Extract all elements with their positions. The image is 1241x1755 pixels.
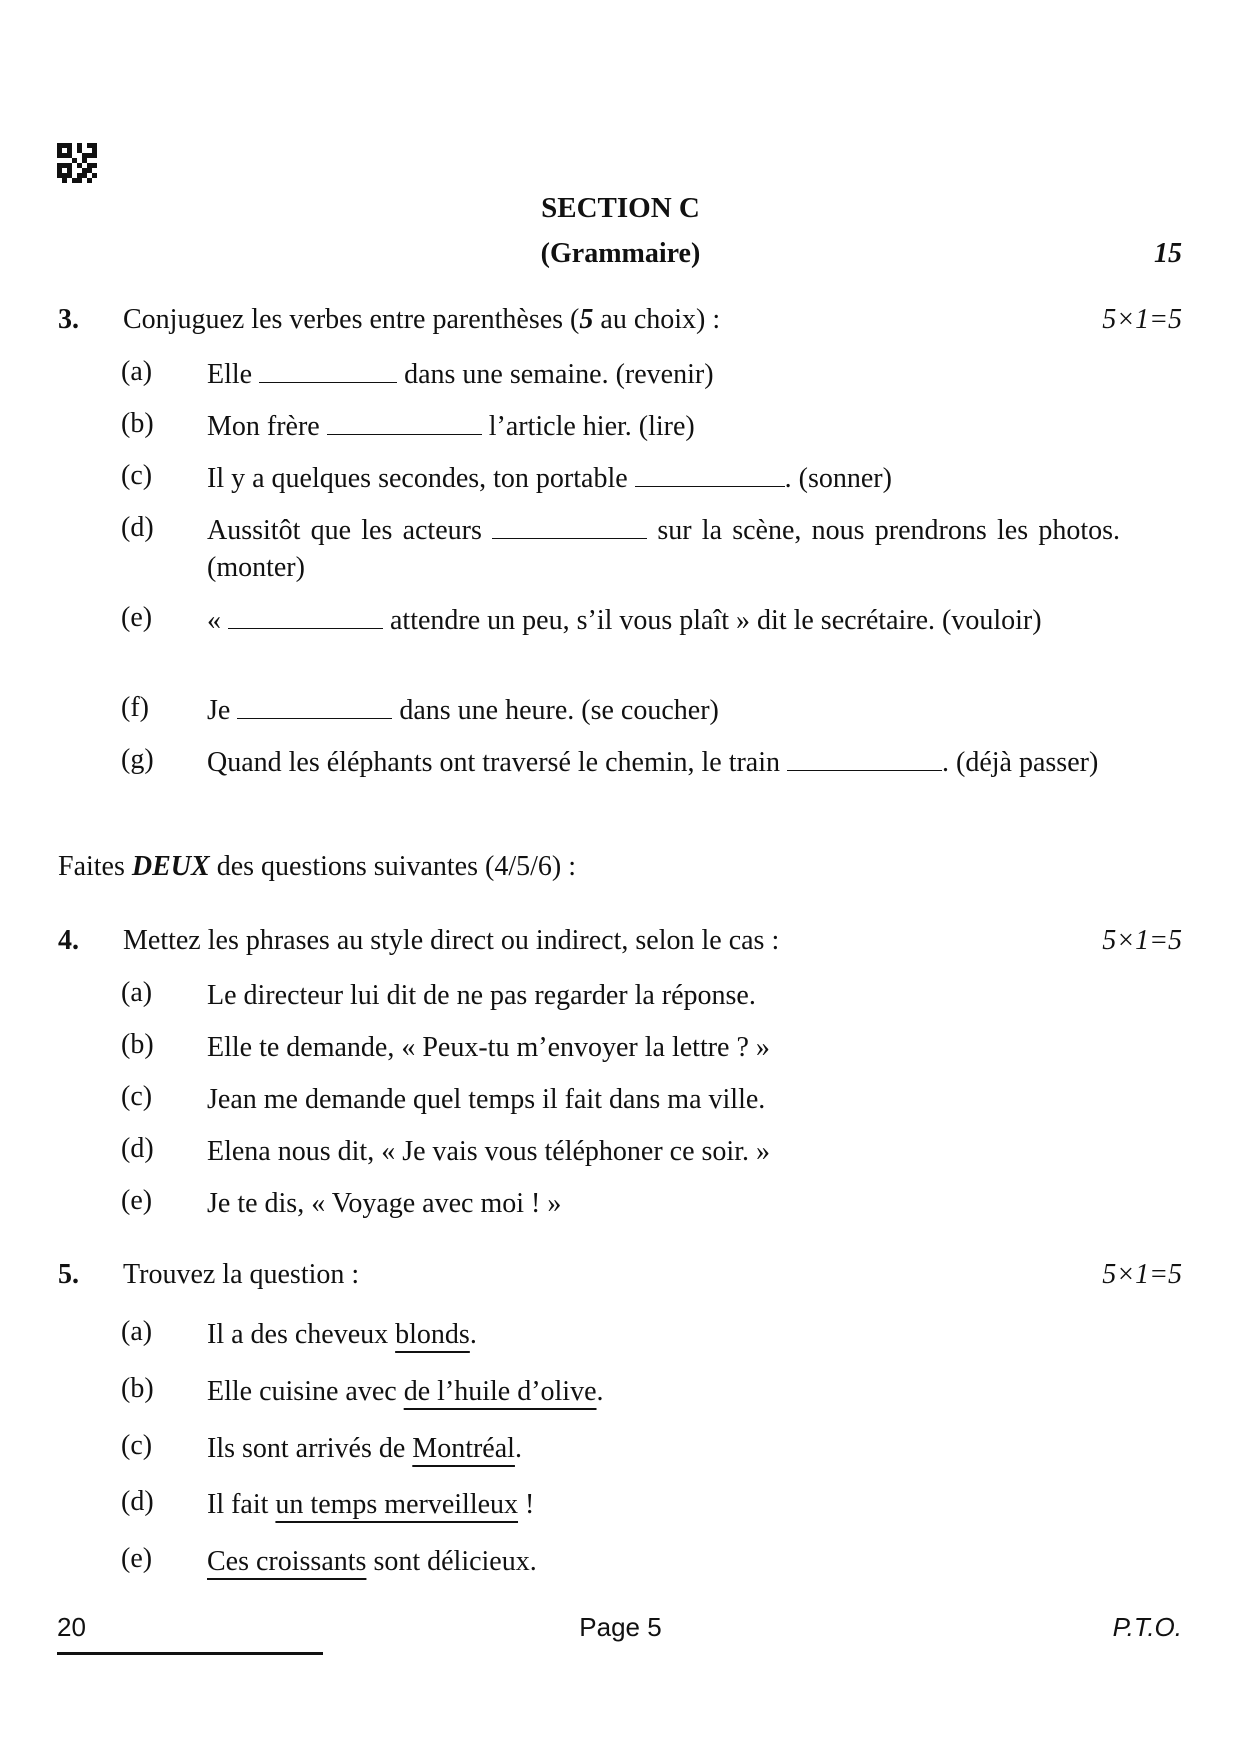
answer-blank (228, 603, 383, 629)
question-3-instruction: Conjuguez les verbes entre parenthèses (5 au choix) : (123, 304, 721, 335)
paper-code: 20 (57, 1612, 86, 1642)
question-4-instruction: Mettez les phrases au style direct ou indirect, selon le cas : (123, 925, 780, 956)
question-4-marks: 5×1=5 (1102, 925, 1182, 956)
underlined-phrase: Ces croissants (207, 1546, 367, 1577)
underlined-phrase: Montréal (412, 1433, 515, 1464)
item-label: (c) (121, 1081, 153, 1112)
section-subtitle: (Grammaire) (540, 238, 701, 269)
list-item: Mon frère l’article hier. (lire) (207, 411, 695, 442)
item-label: (g) (121, 744, 154, 775)
item-label: (a) (121, 977, 153, 1008)
question-4-number: 4. (58, 925, 79, 956)
item-label: (b) (121, 408, 154, 439)
item-label: (b) (121, 1373, 154, 1404)
question-5-marks: 5×1=5 (1102, 1259, 1182, 1290)
page-number: Page 5 (579, 1612, 662, 1642)
item-label: (d) (121, 512, 154, 543)
list-item: Elle cuisine avec de l’huile d’olive. (207, 1376, 604, 1407)
list-item: Ils sont arrivés de Montréal. (207, 1433, 522, 1464)
section-title: SECTION C (541, 192, 700, 224)
answer-blank (259, 357, 397, 383)
question-5-instruction: Trouvez la question : (123, 1259, 360, 1290)
pto-label: P.T.O. (1112, 1612, 1182, 1642)
list-item: Elena nous dit, « Je vais vous téléphoner ce soir. » (207, 1136, 770, 1167)
item-label: (e) (121, 1543, 153, 1574)
list-item: Je te dis, « Voyage avec moi ! » (207, 1188, 562, 1219)
item-label: (a) (121, 356, 153, 387)
question-5-number: 5. (58, 1259, 79, 1290)
footer-divider (57, 1652, 323, 1655)
item-label: (c) (121, 1430, 153, 1461)
section-marks: 15 (1154, 238, 1182, 269)
list-item: Jean me demande quel temps il fait dans ma ville. (207, 1084, 766, 1115)
item-label: (a) (121, 1316, 153, 1347)
list-item: « attendre un peu, s’il vous plaît » dit le secrétaire. (vouloir) (207, 605, 1042, 636)
answer-blank (237, 693, 392, 719)
list-item: Je dans une heure. (se coucher) (207, 695, 719, 726)
list-item: Aussitôt que les acteurs sur la scène, nous prendrons les photos. (monter) (207, 515, 1120, 583)
item-label: (d) (121, 1133, 154, 1164)
question-3-marks: 5×1=5 (1102, 304, 1182, 335)
item-label: (e) (121, 1185, 153, 1216)
underlined-phrase: de l’huile d’olive (403, 1376, 597, 1407)
answer-blank (635, 461, 785, 487)
list-item: Quand les éléphants ont traversé le chemin, le train . (déjà passer) (207, 747, 1099, 778)
answer-blank (787, 745, 942, 771)
answer-blank (327, 409, 482, 435)
item-label: (e) (121, 602, 153, 633)
list-item: Il a des cheveux blonds. (207, 1319, 477, 1350)
item-label: (b) (121, 1029, 154, 1060)
list-item: Ces croissants sont délicieux. (207, 1546, 537, 1577)
item-label: (f) (121, 692, 149, 723)
instruction-line: Faites DEUX des questions suivantes (4/5/6) : (58, 851, 576, 882)
underlined-phrase: un temps merveilleux (275, 1489, 519, 1520)
qr-code-icon (57, 143, 97, 183)
list-item: Elle te demande, « Peux-tu m’envoyer la lettre ? » (207, 1032, 770, 1063)
item-label: (c) (121, 460, 153, 491)
list-item: Le directeur lui dit de ne pas regarder la réponse. (207, 980, 756, 1011)
item-label: (d) (121, 1486, 154, 1517)
list-item: Elle dans une semaine. (revenir) (207, 359, 714, 390)
list-item: Il y a quelques secondes, ton portable . (sonner) (207, 463, 892, 494)
list-item: Il fait un temps merveilleux ! (207, 1489, 535, 1520)
answer-blank (492, 513, 647, 539)
question-3-number: 3. (58, 304, 79, 335)
underlined-phrase: blonds (395, 1319, 470, 1350)
